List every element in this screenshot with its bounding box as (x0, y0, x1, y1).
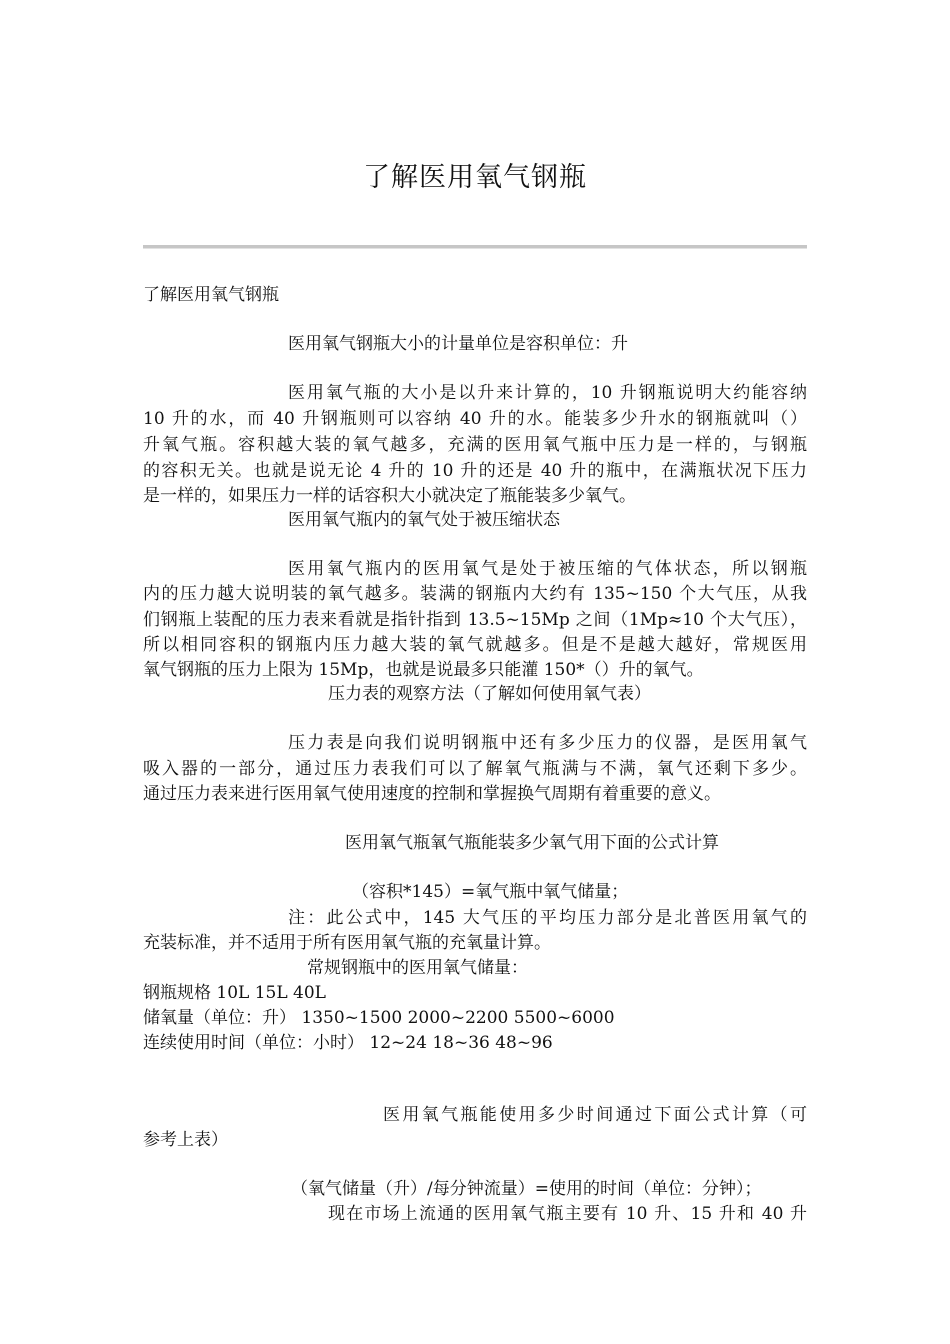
paragraph-line: 通过压力表来进行医用氧气使用速度的控制和掌握换气周期有着重要的意义。 (143, 784, 721, 804)
paragraph-line: 医用氧气瓶的大小是以升来计算的，10 升钢瓶说明大约能容纳 (288, 383, 807, 403)
paragraph-line: 现在市场上流通的医用氧气瓶主要有 10 升、15 升和 40 升 (328, 1204, 807, 1224)
table-row-storage: 储氧量（单位：升） 1350~1500 2000~2200 5500~6000 (143, 1008, 615, 1028)
title-divider (143, 245, 807, 249)
paragraph-line: 吸入器的一部分，通过压力表我们可以了解氧气瓶满与不满，氧气还剩下多少。 (143, 759, 807, 779)
note-line: 注：此公式中，145 大气压的平均压力部分是北普医用氧气的 (288, 908, 807, 928)
section-heading: 了解医用氧气钢瓶 (143, 285, 279, 305)
formula-capacity: （容积*145）=氧气瓶中氧气储量； (352, 882, 629, 902)
subheading-time: 医用氧气瓶能使用多少时间通过下面公式计算（可 (383, 1105, 807, 1125)
paragraph-line: 医用氧气瓶内的医用氧气是处于被压缩的气体状态，所以钢瓶 (288, 559, 807, 579)
formula-time: （氧气储量（升）/每分钟流量）=使用的时间（单位：分钟）； (291, 1179, 762, 1199)
paragraph-line: 氧气钢瓶的压力上限为 15Mp，也就是说最多只能灌 150*（）升的氧气。 (143, 660, 704, 680)
table-row-spec: 钢瓶规格 10L 15L 40L (143, 983, 326, 1003)
paragraph-line: 们钢瓶上装配的压力表来看就是指针指到 13.5~15Mp 之间（1Mp≈10 个大气压）， (143, 610, 807, 630)
paragraph-line: 压力表是向我们说明钢瓶中还有多少压力的仪器，是医用氧气 (288, 733, 807, 753)
subheading-gauge: 压力表的观察方法（了解如何使用氧气表） (328, 684, 651, 704)
table-row-duration: 连续使用时间（单位：小时） 12~24 18~36 48~96 (143, 1033, 553, 1053)
table-caption: 常规钢瓶中的医用氧气储量： (307, 958, 528, 978)
paragraph-line: 的容积无关。也就是说无论 4 升的 10 升的还是 40 升的瓶中，在满瓶状况下压力 (143, 461, 807, 481)
paragraph-line: 10 升的水，而 40 升钢瓶则可以容纳 40 升的水。能装多少升水的钢瓶就叫（） (143, 409, 807, 429)
paragraph-line: 内的压力越大说明装的氧气越多。装满的钢瓶内大约有 135~150 个大气压，从我 (143, 584, 807, 604)
paragraph-line: 是一样的，如果压力一样的话容积大小就决定了瓶能装多少氧气。 (143, 486, 636, 506)
subheading-formula: 医用氧气瓶氧气瓶能装多少氧气用下面的公式计算 (345, 833, 719, 853)
document-title: 了解医用氧气钢瓶 (363, 162, 587, 193)
note-line: 充装标准，并不适用于所有医用氧气瓶的充氧量计算。 (143, 933, 551, 953)
paragraph-line: 所以相同容积的钢瓶内压力越大装的氧气就越多。但是不是越大越好，常规医用 (143, 635, 807, 655)
subheading-compressed: 医用氧气瓶内的氧气处于被压缩状态 (288, 510, 560, 530)
paragraph-line: 升氧气瓶。容积越大装的氧气越多，充满的医用氧气瓶中压力是一样的，与钢瓶 (143, 435, 807, 455)
subheading-unit: 医用氧气钢瓶大小的计量单位是容积单位：升 (288, 334, 628, 354)
subheading-time-cont: 参考上表） (143, 1130, 228, 1150)
